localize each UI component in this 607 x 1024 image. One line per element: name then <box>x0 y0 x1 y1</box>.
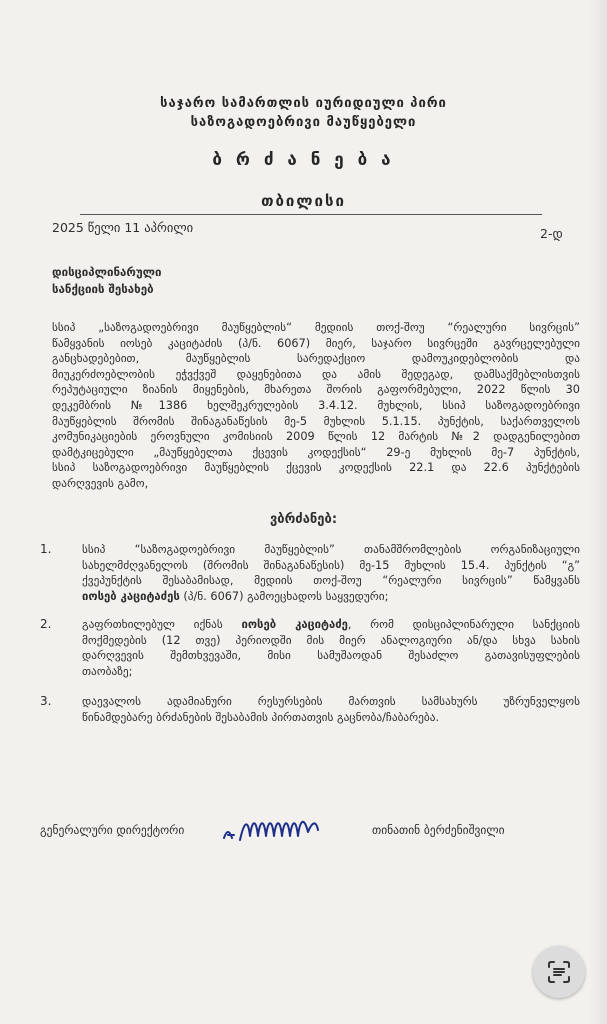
item2-line: მოქმედების (12 თვე) პერიოდში მის მიერ ანალოგიური ან/და სხვა სახის <box>82 633 580 647</box>
org-name-line1: საჯარო სამართლის იურიდიული პირი <box>160 96 447 111</box>
preamble-line: სსიპ საზოგადოებრივი მაუწყებლის ქცევის კოდექსის 22.1 და 22.6 პუნქტების <box>52 461 580 475</box>
item1-line: სახელმძღვანელოს (შრომის შინაგანაწესის) მე-15 მუხლის 15.4. პუნქტის “გ” <box>82 558 580 572</box>
document-title: ბ რ ძ ა ნ ე ბ ა <box>212 150 395 170</box>
preamble-line: განცხადებებით, მაუწყებლის სარედაქციო დამოუკიდებლობის და <box>52 352 580 366</box>
item1-line: სსიპ “საზოგადოებრივი მაუწყებლის” თანამშრომლების ორგანიზაციული <box>82 543 580 556</box>
item2-number: 2. <box>40 617 52 631</box>
orders-heading: ვბრძანებ: <box>269 512 338 527</box>
preamble-line: დარღვევის გამო, <box>52 476 149 490</box>
document-date: 2025 წელი 11 აპრილი <box>52 220 194 235</box>
preamble-line: მიუკერძოებლობის ეჭვქვეშ დაყენებითა და ამის შედეგად, დამსაქმებლისთვის <box>52 367 580 381</box>
item1-number: 1. <box>40 542 52 556</box>
item3-line: დაევალოს ადამიანური რესურსების მართვის სამსახურს უზრუნველყოს <box>82 695 580 708</box>
item3-line: წინამდებარე ბრძანების შესაბამის პირთათვის გაცნობა/ჩაბარება. <box>82 710 440 724</box>
signatory-name: თინათინ ბერძენიშვილი <box>372 823 505 837</box>
item2-rest: , რომ დისციპლინარული სანქციის <box>347 618 580 631</box>
subject-line2: სანქციის შესახებ <box>52 282 154 296</box>
item1-tail: (პ/ნ. 6067) გამოეცხადოს საყვედური; <box>179 589 389 603</box>
org-name-line2: საზოგადოებრივი მაუწყებელი <box>190 115 417 130</box>
handwritten-signature <box>218 808 338 848</box>
scan-text-icon <box>546 959 572 985</box>
city-label: თბილისი <box>261 192 346 210</box>
item1-text <box>82 542 580 604</box>
item2-lead: გაფრთხილებულ იქნას <box>82 618 242 631</box>
item1-bold-name: იოსებ კაციტაძეს <box>82 589 180 603</box>
item3-number: 3. <box>40 694 52 708</box>
preamble-paragraph <box>52 320 580 492</box>
preamble-line: რეპუტაციული ზიანის მიყენების, მხარეთა შორის გაფორმებული, 2022 წლის 30 <box>52 383 580 397</box>
preamble-line: დეკემბრის №1386 ხელშეკრულების 3.4.12. მუხლის, სსიპ საზოგადოებრივი <box>52 398 580 412</box>
item2-text <box>82 617 580 679</box>
preamble-line: წამყვანის იოსებ კაციტაძის (პ/ნ. 6067) მიერ, საჯარო სივრცეში გავრცელებული <box>52 336 580 350</box>
item2-first-line <box>82 617 580 633</box>
scan-text-button[interactable] <box>533 946 585 998</box>
item2-line: თაობაზე; <box>82 664 133 678</box>
preamble-line: მაუწყებლის შრომის შინაგანაწესის მე-5 მუხლის 5.1.15. პუნქტის, საქართველოს <box>52 414 580 428</box>
signatory-position: გენერალური დირექტორი <box>40 823 185 837</box>
item1-line: ქვეპუნქტის შესაბამისად, მედიის თოქ-შოუ “რეალური სივრცის” წამყვანს <box>82 574 580 588</box>
item2-bold-name: იოსებ კაციტაძე <box>241 618 348 631</box>
item1-last-line <box>82 589 580 605</box>
subject-line1: დისციპლინარული <box>52 265 162 279</box>
preamble-line: კომუნიკაციების ეროვნული კომისიის 2009 წლის 12 მარტის №2 დადგენილებით <box>52 430 580 444</box>
item3-text <box>82 694 580 725</box>
item2-line: დარღვევის შემთხვევაში, მისი სამუშაოდან შესაძლო გათავისუფლების <box>82 649 580 663</box>
preamble-line: დამტკიცებული „მაუწყებელთა ქცევის კოდექსის“ 29-ე მუხლის მე-7 პუნქტის, <box>52 445 580 459</box>
document-number: 2-დ <box>540 226 563 241</box>
preamble-line: სსიპ „საზოგადოებრივი მაუწყებლის“ მედიის თოქ-შოუ “რეალური სივრცის” <box>52 321 580 334</box>
city-underline <box>80 214 542 215</box>
